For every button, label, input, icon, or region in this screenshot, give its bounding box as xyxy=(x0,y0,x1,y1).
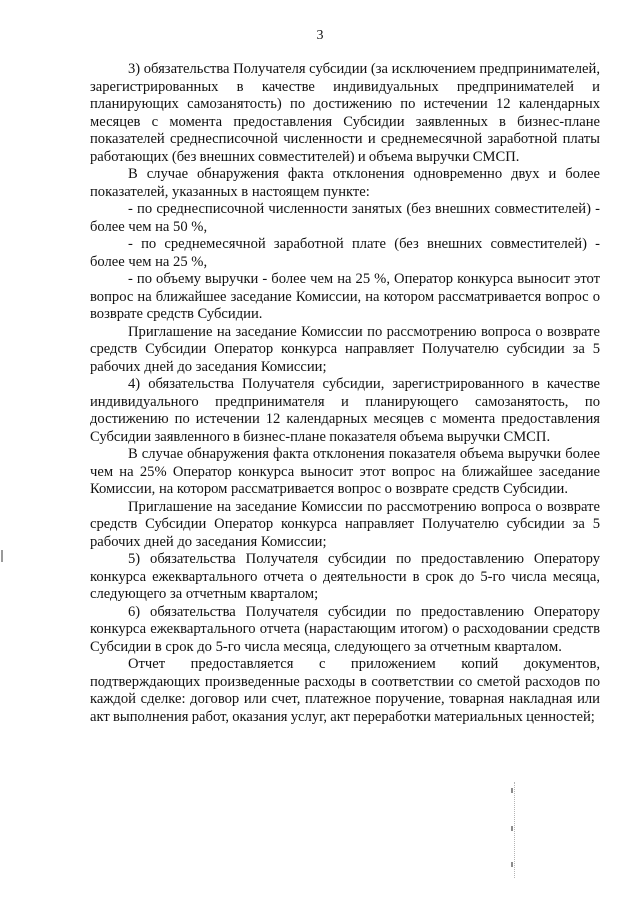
paragraph-obligation-4: 4) обязательства Получателя субсидии, зарегистрированного в качестве индивидуального предпринимателя и планирующего самозанятость, по достижению по истечении 12 календарных месяцев с момента предоставления Субсидии заявленного в бизнес-плане показателя объема выручки СМСП. xyxy=(90,376,600,445)
paragraph-invitation-2: Приглашение на заседание Комиссии по рассмотрению вопроса о возврате средств Субсидии Оператор конкурса направляет Получателю субсидии за 5 рабочих дней до заседания Комиссии; xyxy=(90,498,600,550)
paragraph-headcount-threshold: - по среднесписочной численности занятых (без внешних совместителей) - более чем на 50 %, xyxy=(90,201,600,235)
paragraph-obligation-6: 6) обязательства Получателя субсидии по предоставлению Оператору конкурса ежеквартального отчета (нарастающим итогом) о расходовании средств Субсидии в срок до 5-го числа месяца, следующего за отчетным кварталом. xyxy=(90,603,600,655)
scan-mark xyxy=(1,550,3,562)
paragraph-revenue-threshold: - по объему выручки - более чем на 25 %, Оператор конкурса выносит этот вопрос на ближайшее заседание Комиссии, на котором рассматривается вопрос о возврате средств Субсидии. xyxy=(90,271,600,322)
paragraph-invitation-1: Приглашение на заседание Комиссии по рассмотрению вопроса о возврате средств Субсидии Оператор конкурса направляет Получателю субсидии за 5 рабочих дней до заседания Комиссии; xyxy=(90,323,600,375)
scan-tick-mark xyxy=(511,788,513,793)
paragraph-obligation-3: 3) обязательства Получателя субсидии (за исключением предпринимателей, зарегистрированных в качестве индивидуальных предпринимателей и планирующих самозанятость) по достижению по истечении 12 календарных месяцев с момента предоставления Субсидии заявленных в бизнес-плане показателей среднесписочной численности и среднемесячной заработной платы работающих (без внешних совместителей) и объема выручки СМСП. xyxy=(90,61,600,165)
paragraph-salary-threshold: - по среднемесячной заработной плате (без внешних совместителей) - более чем на 25 %, xyxy=(90,236,600,270)
paragraph-revenue-deviation: В случае обнаружения факта отклонения показателя объема выручки более чем на 25% Оператор конкурса выносит этот вопрос на ближайшее заседание Комиссии, на котором рассматривается вопрос о возврате средств Субсидии. xyxy=(90,446,600,497)
paragraph-report-attachments: Отчет предоставляется с приложением копий документов, подтверждающих произведенные расходы в соответствии со сметой расходов по каждой сделке: договор или счет, платежное поручение, товарная накладная или акт выполнения работ, оказания услуг, акт переработки материальных ценностей; xyxy=(90,656,600,725)
document-body xyxy=(90,61,600,726)
scan-dotted-line xyxy=(514,782,516,878)
scan-tick-mark xyxy=(511,862,513,867)
page-number: 3 xyxy=(316,28,324,43)
paragraph-obligation-5: 5) обязательства Получателя субсидии по предоставлению Оператору конкурса ежеквартального отчета о деятельности в срок до 5-го числа месяца, следующего за отчетным кварталом; xyxy=(90,551,600,602)
paragraph-deviation-case: В случае обнаружения факта отклонения одновременно двух и более показателей, указанных в настоящем пункте: xyxy=(90,166,600,200)
scan-tick-mark xyxy=(511,826,513,831)
